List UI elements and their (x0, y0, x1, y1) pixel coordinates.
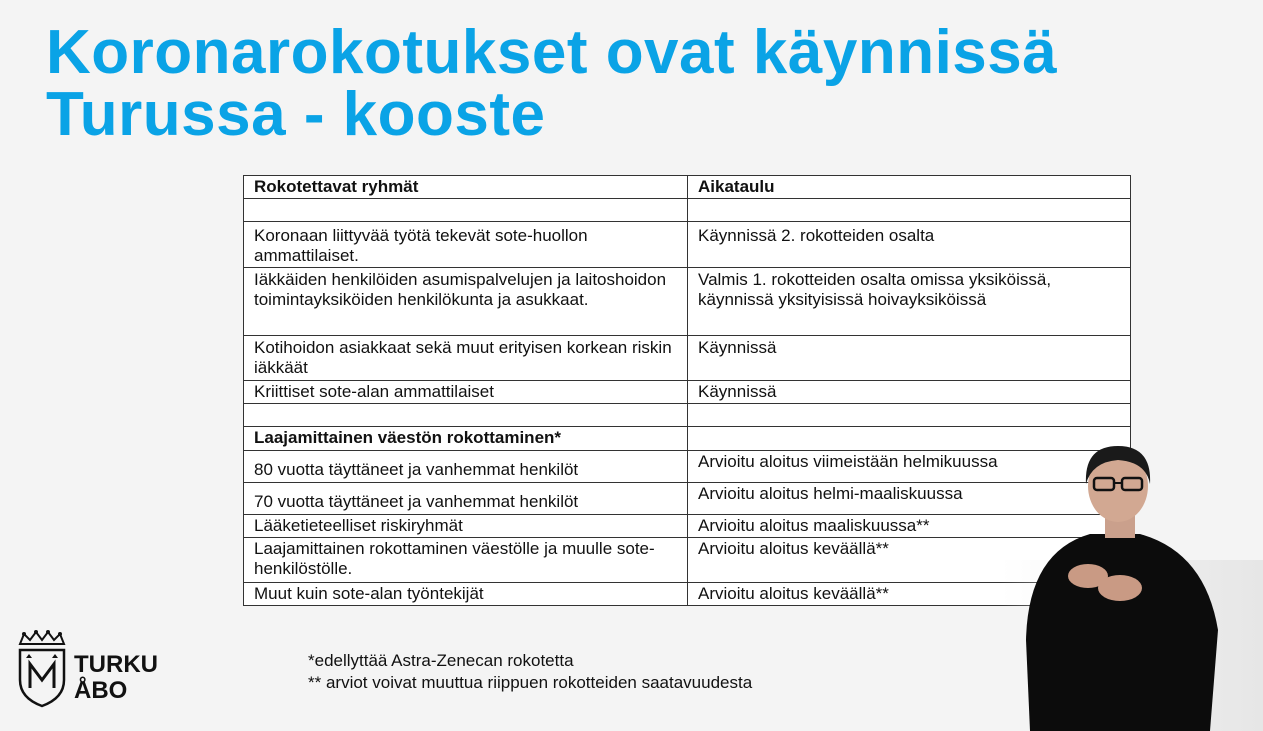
vaccination-schedule-table (243, 175, 1131, 606)
table-cell: 80 vuotta täyttäneet ja vanhemmat henkilöt (244, 451, 688, 483)
table-cell: Iäkkäiden henkilöiden asumispalvelujen ja laitoshoidon toimintayksiköiden henkilökunta ja asukkaat. (244, 268, 688, 336)
table-cell: Koronaan liittyvää työtä tekevät sote-huollon ammattilaiset. (244, 222, 688, 268)
header-groups: Rokotettavat ryhmät (244, 176, 688, 199)
logo-text (74, 652, 158, 704)
table-cell (244, 199, 688, 222)
table-row (244, 199, 1131, 222)
interpreter-figure-icon (1000, 440, 1263, 731)
header-schedule: Aikataulu (688, 176, 1131, 199)
table-row (244, 515, 1131, 538)
table-cell: Käynnissä 2. rokotteiden osalta (688, 222, 1131, 268)
table-cell: 70 vuotta täyttäneet ja vanhemmat henkilöt (244, 483, 688, 515)
table-cell (244, 404, 688, 427)
slide-title-line-2: Turussa - kooste (46, 80, 546, 149)
table-row (244, 583, 1131, 606)
table-row (244, 427, 1131, 451)
table-row (244, 404, 1131, 427)
slide-title-line-1: Koronarokotukset ovat käynnissä (46, 18, 1058, 87)
table-row (244, 538, 1131, 583)
footnote-2: ** arviot voivat muuttua riippuen rokotteiden saatavuudesta (308, 673, 753, 692)
logo-text-turku: TURKU (74, 651, 158, 678)
turku-crest-icon (14, 630, 70, 710)
table-cell (688, 199, 1131, 222)
table-row (244, 483, 1131, 515)
table-cell: Valmis 1. rokotteiden osalta omissa yksiköissä, käynnissä yksityisissä hoivayksiköissä (688, 268, 1131, 336)
slide-title (46, 18, 1058, 149)
table-cell: Arvioitu aloitus viimeistään helmikuussa (688, 451, 1131, 483)
table-cell: Arvioitu aloitus keväällä** (688, 583, 1131, 606)
table-row (244, 381, 1131, 404)
table-cell: Arvioitu aloitus maaliskuussa** (688, 515, 1131, 538)
turku-logo (14, 630, 174, 710)
logo-text-abo: ÅBO (74, 677, 128, 704)
footnote-1: *edellyttää Astra-Zenecan rokotetta (308, 651, 574, 670)
table-row (244, 268, 1131, 336)
table-row (244, 336, 1131, 381)
sign-language-interpreter (1000, 440, 1263, 731)
table-row (244, 222, 1131, 268)
table-cell: Arvioitu aloitus keväällä** (688, 538, 1131, 583)
table-cell: Käynnissä (688, 381, 1131, 404)
table-cell: Muut kuin sote-alan työntekijät (244, 583, 688, 606)
table-cell: Arvioitu aloitus helmi-maaliskuussa (688, 483, 1131, 515)
table-cell: Kotihoidon asiakkaat sekä muut erityisen korkean riskin iäkkäät (244, 336, 688, 381)
table-header-row (244, 176, 1131, 199)
table-cell: Lääketieteelliset riskiryhmät (244, 515, 688, 538)
table-row (244, 451, 1131, 483)
table-cell: Laajamittainen väestön rokottaminen* (244, 427, 688, 451)
table-cell: Kriittiset sote-alan ammattilaiset (244, 381, 688, 404)
table-cell (688, 404, 1131, 427)
table-cell: Käynnissä (688, 336, 1131, 381)
table-cell: Laajamittainen rokottaminen väestölle ja muulle sote-henkilöstölle. (244, 538, 688, 583)
footnotes (308, 650, 752, 694)
